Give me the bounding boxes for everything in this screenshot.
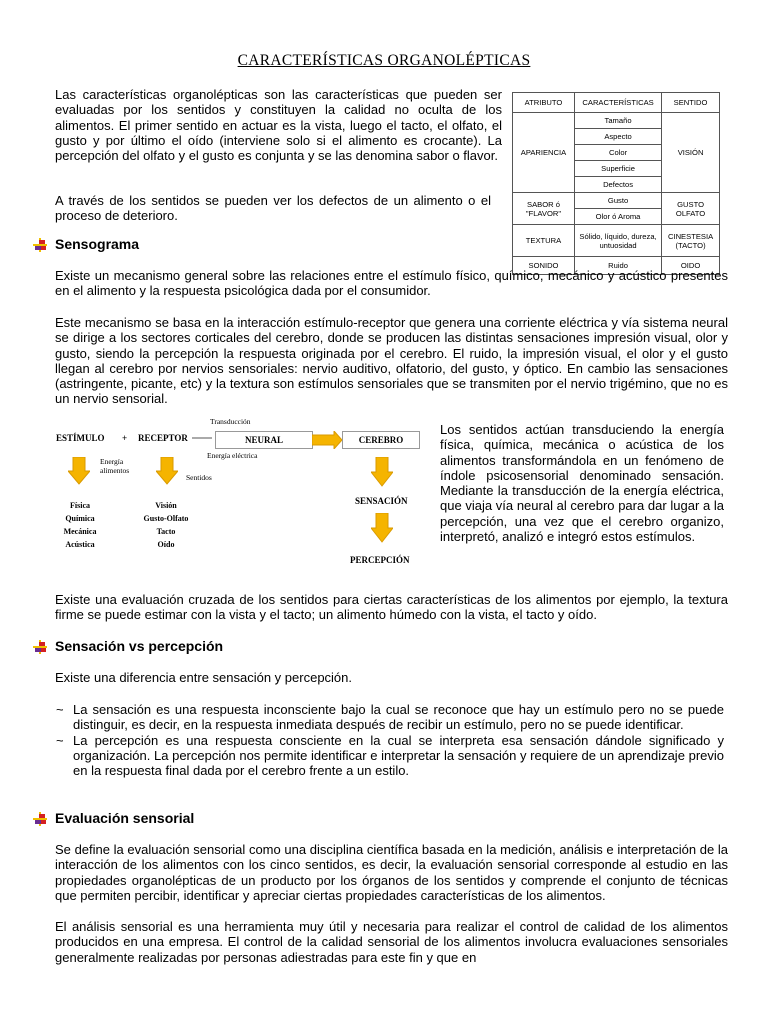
bullet-icon — [33, 640, 47, 654]
label-transduccion: Transducción — [210, 417, 251, 426]
intro-paragraph-1: Las características organolépticas son las características que pueden ser evaluadas por los sentidos y constituyen la calidad no oculta de los alimentos. El primer sentido en actuar es la vista, luego el tacto, el olfato, el gusto y por último el oído (interviene solo si el alimento es crocante). La percepción del olfato y el gusto es conjunta y se las denomina sabor o flavor. — [55, 87, 502, 164]
sentido-cinestesia: CINESTESIA (TACTO) — [662, 225, 720, 257]
list-item: Mecánica — [63, 527, 97, 536]
tilde-bullet: ~ — [56, 702, 64, 717]
atributo-textura: TEXTURA — [513, 225, 575, 257]
list-item: Tacto — [156, 527, 176, 536]
list-item — [56, 733, 724, 779]
caracteristica-cell: Tamaño — [574, 113, 661, 129]
box-cerebro: CEREBRO — [342, 431, 420, 449]
evaluacion-paragraph-2: El análisis sensorial es una herramienta muy útil y necesaria para realizar el control de calidad de los alimentos producidos en una empresa. El control de la calidad sensorial de los alimentos involucra evaluaciones sensoriales generalmente realizadas por personas adiestradas para este fin y que en — [55, 919, 728, 965]
label-percepcion: PERCEPCIÓN — [350, 555, 410, 565]
down-arrow-icon — [156, 457, 178, 485]
list-item: Física — [70, 501, 90, 510]
header-atributo: ATRIBUTO — [513, 93, 575, 113]
sensacion-vs-percepcion-intro: Existe una diferencia entre sensación y percepción. — [55, 670, 353, 685]
down-arrow-icon — [371, 513, 393, 543]
caracteristica-cell: Aspecto — [574, 129, 661, 145]
caracteristica-cell: Defectos — [574, 177, 661, 193]
down-arrow-icon — [371, 457, 393, 487]
caracteristica-cell: Sólido, líquido, dureza, untuosidad — [574, 225, 661, 257]
section-heading-sensograma: Sensograma — [55, 236, 140, 252]
section-heading-evaluacion-sensorial: Evaluación sensorial — [55, 810, 195, 826]
label-plus: + — [122, 433, 128, 443]
list-item — [56, 702, 724, 733]
right-arrow-icon — [312, 431, 344, 449]
atributo-sonido: SONIDO — [513, 257, 575, 275]
label-estimulo: ESTÍMULO — [56, 433, 105, 443]
list-item: Química — [65, 514, 95, 523]
caracteristica-cell: Olor ó Aroma — [574, 209, 661, 225]
section-heading-sensacion-vs-percepcion: Sensación vs percepción — [55, 638, 224, 654]
evaluacion-paragraph-1: Se define la evaluación sensorial como una disciplina científica basada en la medición, análisis e interpretación de la interacción de los alimentos con los cinco sentidos, es decir, la evaluación sensorial corresponde al estudio en las propiedades organolépticas de un producto por los órganos de los sentidos y comprende el conjunto de técnicas que permiten percibir, identificar y apreciar ciertas propiedades características de los alimentos. — [55, 842, 728, 903]
header-sentido: SENTIDO — [662, 93, 720, 113]
attributes-table — [512, 92, 720, 275]
list-item: Gusto-Olfato — [143, 514, 189, 523]
receptores-list — [134, 499, 198, 551]
caracteristica-cell: Gusto — [574, 193, 661, 209]
list-item: Visión — [155, 501, 177, 510]
label-energia-alimentos: Energía alimentos — [100, 457, 130, 475]
label-receptor: RECEPTOR — [138, 433, 188, 443]
label-sentidos: Sentidos — [186, 473, 212, 482]
bullet-icon — [33, 238, 47, 252]
diagram-side-text: Los sentidos actúan transduciendo la energía física, química, mecánica o acústica de los alimentos transformándola en un fenómeno de índole psicosensorial denominado sensación. Mediante la transducción de la energía eléctrica, que viaja vía neural al cerebro para dar lugar a la percepción, una vez que el cerebro organizo, interpretó, analizó e integró estos estímulos. — [440, 422, 724, 545]
sensograma-paragraph-1: Existe un mecanismo general sobre las relaciones entre el estímulo físico, químico, mecánico y acústico presentes en el alimento y la respuesta psicológica dada por el consumidor. — [55, 268, 728, 299]
label-energia-electrica: Energía eléctrica — [207, 451, 258, 460]
list-item: Acústica — [65, 540, 95, 549]
caracteristica-cell: Color — [574, 145, 661, 161]
atributo-apariencia: APARIENCIA — [513, 113, 575, 193]
header-caracteristicas: CARACTERÍSTICAS — [574, 93, 661, 113]
list-item-text: La sensación es una respuesta inconsciente bajo la cual se reconoce que hay un estímulo pero no se puede distinguir, es decir, en la respuesta inmediata después de recibir un estímulo, pero no se puede identificar. — [73, 702, 724, 733]
label-sensacion: SENSACIÓN — [355, 496, 408, 506]
sensacion-percepcion-list — [56, 702, 724, 778]
intro-paragraph-2: A través de los sentidos se pueden ver los defectos de un alimento o el proceso de deterioro. — [55, 193, 491, 224]
atributo-sabor: SABOR ó "FLAVOR" — [513, 193, 575, 225]
tilde-bullet: ~ — [56, 732, 64, 748]
sensograma-paragraph-2: Este mecanismo se basa en la interacción estímulo-receptor que genera una corriente eléctrica y vía sistema neural se dirige a los sectores corticales del cerebro, donde se producen las distintas sensaciones impresión visual, olor y gusto, siendo la percepción la respuesta originada por el cerebro. El ruido, la impresión visual, el olor y el gusto llegan al cerebro por nervios sensoriales: nervio auditivo, olfatorio, del gusto, y óptico. En cambio las sensaciones (astringente, picante, etc) y la textura son estímulos sensoriales que se transmiten por el nervio trigémino, que no es un nervio sensorial. — [55, 315, 728, 407]
sentido-gusto-olfato: GUSTO OLFATO — [662, 193, 720, 225]
estimulos-list — [50, 499, 110, 551]
sentido-vision: VISIÓN — [662, 113, 720, 193]
caracteristica-cell: Superficie — [574, 161, 661, 177]
cross-evaluation-paragraph: Existe una evaluación cruzada de los sentidos para ciertas características de los alimentos por ejemplo, la textura firme se puede estimar con la vista y el tacto; un alimento húmedo con la vista, el tacto y oído. — [55, 592, 728, 623]
sentido-oido: OIDO — [662, 257, 720, 275]
list-item: Oído — [157, 540, 175, 549]
list-item-text: La percepción es una respuesta consciente en la cual se interpreta esa sensación dándole significado y organización. La percepción nos permite identificar e interpretar la sensación y requiere de un aprendizaje previo en la respuesta final dada por el cerebro frente a un estilo. — [73, 732, 724, 779]
down-arrow-icon — [68, 457, 90, 485]
bullet-icon — [33, 812, 47, 826]
caracteristica-cell: Ruido — [574, 257, 661, 275]
sensogram-diagram — [50, 415, 430, 575]
box-neural: NEURAL — [215, 431, 313, 449]
page-title: CARACTERÍSTICAS ORGANOLÉPTICAS — [237, 52, 531, 69]
